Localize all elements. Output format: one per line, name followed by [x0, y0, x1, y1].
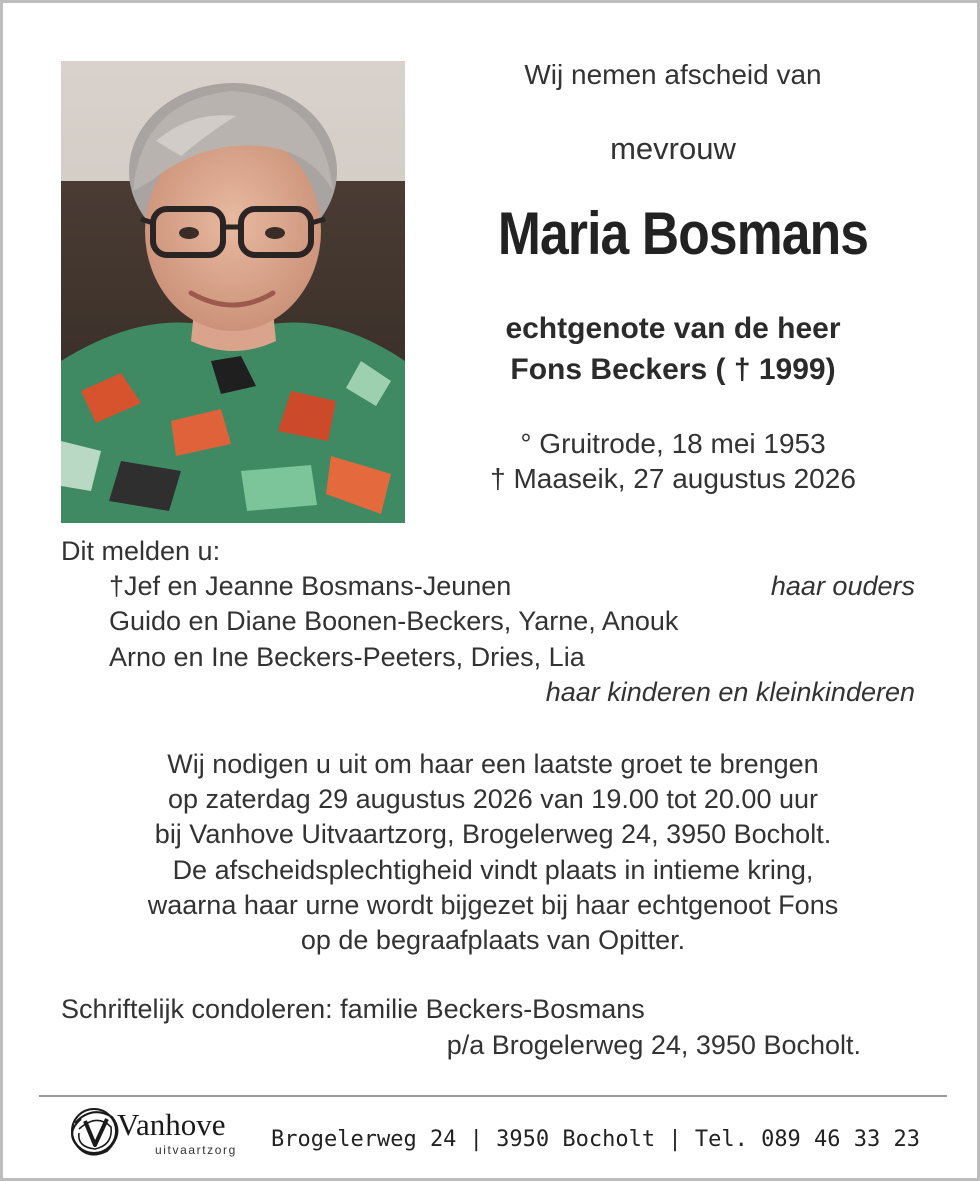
announce-label: Dit melden u: [61, 536, 221, 566]
logo-name: Vanhove [117, 1107, 226, 1142]
invitation-line: De afscheidsplechtigheid vindt plaats in intieme kring, [172, 854, 814, 885]
invitation-block [43, 747, 943, 958]
family-member: Guido en Diane Boonen-Beckers, Yarne, Anouk [109, 606, 679, 636]
funeral-home-logo [67, 1103, 257, 1161]
spouse-line-1: echtgenote van de heer [505, 312, 841, 345]
family-member: Arno en Ine Beckers-Peeters, Dries, Lia [109, 642, 585, 672]
intro-text: Wij nemen afscheid van [524, 59, 822, 90]
spouse-line-2: Fons Beckers ( † 1999) [510, 353, 836, 386]
role-parents: haar ouders [770, 571, 915, 601]
deceased-name: Maria Bosmans [497, 200, 869, 267]
family-member: †Jef en Jeanne Bosmans-Jeunen [109, 571, 512, 601]
death-line: † Maaseik, 27 augustus 2026 [490, 463, 856, 494]
footer-address: Brogelerweg 24 | 3950 Bocholt | Tel. 089 46 33 23 [271, 1127, 921, 1152]
invitation-line: bij Vanhove Uitvaartzorg, Brogelerweg 24, 3950 Bocholt. [154, 819, 832, 850]
honorific: mevrouw [610, 131, 736, 166]
logo-subtitle: uitvaartzorg [155, 1143, 237, 1157]
condolence-line-1: Schriftelijk condoleren: familie Beckers-Bosmans [61, 994, 645, 1024]
invitation-line: Wij nodigen u uit om haar een laatste groet te brengen [167, 749, 819, 779]
invitation-line: waarna haar urne wordt bijgezet bij haar echtgenoot Fons [147, 889, 839, 920]
role-children: haar kinderen en kleinkinderen [545, 677, 915, 707]
birth-line: ° Gruitrode, 18 mei 1953 [520, 428, 826, 459]
condolence-line-2: p/a Brogelerweg 24, 3950 Bocholt. [446, 1030, 861, 1060]
footer-divider [39, 1095, 947, 1097]
invitation-line: op zaterdag 29 augustus 2026 van 19.00 tot 20.00 uur [167, 784, 818, 815]
portrait-photo [61, 61, 405, 523]
invitation-line: op de begraafplaats van Opitter. [300, 925, 686, 956]
